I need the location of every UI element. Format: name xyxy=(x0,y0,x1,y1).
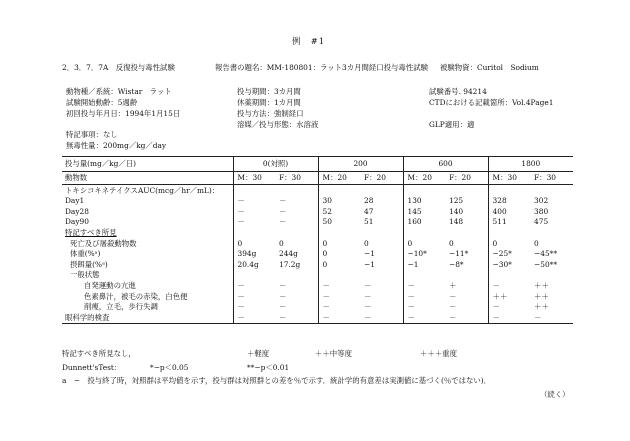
table-cell xyxy=(318,185,360,196)
table-cell: 0 xyxy=(275,238,318,249)
table-cell: ＋ xyxy=(445,280,488,291)
row-label: Day90 xyxy=(62,217,233,228)
table-cell: −50** xyxy=(534,259,558,269)
table-cell xyxy=(360,270,403,281)
table-cell: 244g xyxy=(275,249,318,260)
table-cell xyxy=(530,185,573,196)
table-cell: −30* xyxy=(492,259,512,269)
table-cell: −45** xyxy=(534,249,558,259)
table-cell: F：30 xyxy=(530,172,573,185)
table-cell: 475 xyxy=(534,217,549,227)
row-label: 自発運動の亢進 xyxy=(62,280,233,291)
table-cell xyxy=(233,270,275,281)
table-cell xyxy=(318,270,360,281)
table-cell: － xyxy=(360,312,403,323)
table-cell: F：30 xyxy=(275,172,318,185)
table-cell xyxy=(360,185,403,196)
table-cell: － xyxy=(275,206,318,217)
table-cell: 47 xyxy=(360,206,403,217)
row-label: 削痩，立毛，歩行失調 xyxy=(62,302,233,313)
table-row xyxy=(62,270,573,281)
table-cell: － xyxy=(407,280,415,290)
dose-group-header: 1800 xyxy=(488,157,573,172)
legend-severe: ＋＋＋重度 xyxy=(420,349,457,358)
table-cell: － xyxy=(237,280,245,290)
table-cell: ＋＋ xyxy=(534,291,549,301)
table-cell xyxy=(275,185,318,196)
glp-status: GLP適用：適 xyxy=(429,120,475,129)
table-cell: 380 xyxy=(534,206,549,216)
table-cell: － xyxy=(322,280,330,290)
table-row xyxy=(62,312,573,323)
recovery-period: 休薬期間：1カ月間 xyxy=(237,98,301,107)
table-cell: 52 xyxy=(322,206,332,216)
table-row xyxy=(62,249,573,260)
table-cell: −11* xyxy=(445,249,488,260)
table-cell: 0 xyxy=(492,238,498,248)
table-cell: 0 xyxy=(322,238,328,248)
table-cell: － xyxy=(275,291,318,302)
table-cell: 140 xyxy=(445,206,488,217)
table-cell: － xyxy=(233,312,275,323)
table-cell: － xyxy=(445,302,488,313)
table-body xyxy=(62,172,573,324)
table-cell: － xyxy=(360,302,403,313)
test-substance: 被験物資：Curitol Sodium xyxy=(440,63,539,72)
table-cell: 328 xyxy=(492,196,507,206)
table-cell: － xyxy=(275,280,318,291)
table-cell: F：20 xyxy=(360,172,403,185)
table-cell: F：20 xyxy=(445,172,488,185)
table-cell: 125 xyxy=(445,196,488,207)
table-cell xyxy=(445,227,488,238)
table-row xyxy=(62,206,573,217)
table-row xyxy=(62,172,573,185)
table-cell: － xyxy=(492,302,500,312)
table-cell: － xyxy=(275,302,318,313)
table-cell: 0 xyxy=(322,259,328,269)
table-cell: 30 xyxy=(322,196,332,206)
table-cell: － xyxy=(407,291,415,301)
row-label: トキシコキネテイクスAUC(mcg／hr／mL)： xyxy=(62,185,233,196)
continued-label: （続く） xyxy=(540,390,570,399)
table-cell: － xyxy=(445,312,488,323)
table-cell xyxy=(233,227,275,238)
table-cell: −1 xyxy=(407,259,419,269)
table-cell: － xyxy=(360,291,403,302)
table-cell: 17.2g xyxy=(275,259,318,270)
table-cell xyxy=(318,227,360,238)
table-cell xyxy=(445,270,488,281)
table-cell: － xyxy=(318,312,360,323)
table-row xyxy=(62,259,573,270)
table-cell: 0 xyxy=(534,238,539,248)
table-cell xyxy=(488,227,530,238)
table-row xyxy=(62,238,573,249)
table-cell: － xyxy=(275,312,318,323)
table-cell xyxy=(275,227,318,238)
stat-test: Dunnett'sTest： xyxy=(62,363,122,372)
dose-group-header: 0(対照) xyxy=(233,157,318,172)
row-label: Day28 xyxy=(62,206,233,217)
section-heading: 2．3．7．7A 反復投与毒性試験 xyxy=(62,63,175,72)
row-label: 色素鼻汁，被毛の赤染，白色便 xyxy=(62,291,233,302)
table-cell: 130 xyxy=(407,196,422,206)
table-row xyxy=(62,227,573,238)
dose-header-label: 投与量(mg／kg／日) xyxy=(62,157,233,172)
table-cell: － xyxy=(445,291,488,302)
table-cell: － xyxy=(275,196,318,207)
table-cell: － xyxy=(322,291,330,301)
table-cell: － xyxy=(237,302,245,312)
table-cell xyxy=(445,185,488,196)
special-notes: 特記事項：なし xyxy=(66,130,118,139)
table-cell: 51 xyxy=(360,217,403,228)
table-cell xyxy=(360,227,403,238)
p-value-01: **−p＜0.01 xyxy=(247,363,290,372)
vehicle-form: 溶媒／投与形態：水溶液 xyxy=(237,120,319,129)
noael: 無毒性量：200mg／kg／day xyxy=(66,141,167,150)
ctd-location: CTDにおける記載箇所：Vol.4Page1 xyxy=(429,98,554,107)
table-cell: 302 xyxy=(534,196,549,206)
table-cell: 145 xyxy=(407,206,422,216)
table-cell: M：30 xyxy=(233,172,275,185)
row-label: Day1 xyxy=(62,196,233,207)
row-label: 動物数 xyxy=(62,172,233,185)
table-cell xyxy=(488,185,530,196)
table-cell: 0 xyxy=(360,238,403,249)
table-cell: － xyxy=(403,312,445,323)
table-cell: － xyxy=(407,302,415,312)
table-cell: 160 xyxy=(407,217,422,227)
table-cell xyxy=(233,185,275,196)
table-header-row xyxy=(62,157,573,172)
row-label: 死亡及び屠殺動物数 xyxy=(62,238,233,249)
table-cell: － xyxy=(237,291,245,301)
table-cell xyxy=(403,270,445,281)
study-number: 試験番号. 94214 xyxy=(429,87,487,96)
table-cell: 28 xyxy=(360,196,403,207)
footnote-none: 特記すべき所見なし， xyxy=(62,349,136,358)
row-label: 一般状態 xyxy=(62,270,233,281)
table-row xyxy=(62,302,573,313)
legend-slight: ＋軽度 xyxy=(247,349,270,358)
table-cell: M：20 xyxy=(403,172,445,185)
species-strain: 動物種／系統：Wistar ラット xyxy=(66,87,172,96)
table-cell: ＋＋ xyxy=(534,302,549,312)
table-cell: － xyxy=(237,217,245,227)
legend-moderate: ＋＋中等度 xyxy=(315,349,352,358)
table-cell: 20.4g xyxy=(237,259,259,269)
table-cell: 394g xyxy=(237,249,257,259)
table-cell: － xyxy=(237,196,245,206)
row-label: 特記すべき所見 xyxy=(62,227,233,238)
table-row xyxy=(62,185,573,196)
table-row xyxy=(62,280,573,291)
table-cell xyxy=(403,185,445,196)
dose-period: 投与期間：3カ月間 xyxy=(237,87,301,96)
table-cell: M：20 xyxy=(318,172,360,185)
table-cell: −8* xyxy=(445,259,488,270)
row-label: 体重(%ᵃ) xyxy=(62,249,233,260)
row-label: 眼科学的検査 xyxy=(62,312,233,323)
table-cell: － xyxy=(322,302,330,312)
report-title: 報告書の題名：MM-180801：ラット3カ月間経口投与毒性試験 xyxy=(215,63,428,72)
table-cell: － xyxy=(275,217,318,228)
table-cell: － xyxy=(530,312,573,323)
table-cell: 0 xyxy=(237,238,243,248)
page-title: 例 #1 xyxy=(292,36,326,46)
table-cell: 50 xyxy=(322,217,332,227)
table-cell xyxy=(488,270,530,281)
table-cell: ＋＋ xyxy=(492,291,508,301)
table-cell: － xyxy=(492,280,500,290)
table-cell xyxy=(530,227,573,238)
dose-group-header: 200 xyxy=(318,157,403,172)
table-cell: 0 xyxy=(322,249,328,259)
table-row xyxy=(62,217,573,228)
table-cell: 400 xyxy=(492,206,507,216)
table-cell: 148 xyxy=(445,217,488,228)
table-row xyxy=(62,291,573,302)
table-cell: −1 xyxy=(360,249,403,260)
table-cell: － xyxy=(237,206,245,216)
footnote-a: a − 投与終了時，対照群は平均値を示す，投与群は対照群との差を％で示す．統計学的有意差は実測値に基づく(％ではない)． xyxy=(62,376,492,385)
table-cell xyxy=(275,270,318,281)
table-cell: 511 xyxy=(492,217,507,227)
table-cell: 0 xyxy=(445,238,488,249)
table-cell: － xyxy=(488,312,530,323)
table-cell: −10* xyxy=(407,249,427,259)
results-table xyxy=(62,156,573,324)
table-row xyxy=(62,196,573,207)
start-age: 試験開始動齢：5週齢 xyxy=(66,98,138,107)
table-cell: ＋＋ xyxy=(534,280,549,290)
table-cell: 0 xyxy=(407,238,413,248)
table-cell xyxy=(403,227,445,238)
table-cell: −1 xyxy=(360,259,403,270)
first-dose-date: 初回投与年月日：1994年1月15日 xyxy=(66,109,181,118)
table-cell: － xyxy=(360,280,403,291)
dose-route: 投与方法：強制経口 xyxy=(237,109,304,118)
row-label: 摂餌量(%ᵃ) xyxy=(62,259,233,270)
p-value-05: *−p＜0.05 xyxy=(150,363,189,372)
table-cell: M：30 xyxy=(488,172,530,185)
table-cell xyxy=(530,270,573,281)
table-cell: −25* xyxy=(492,249,512,259)
dose-group-header: 600 xyxy=(403,157,488,172)
